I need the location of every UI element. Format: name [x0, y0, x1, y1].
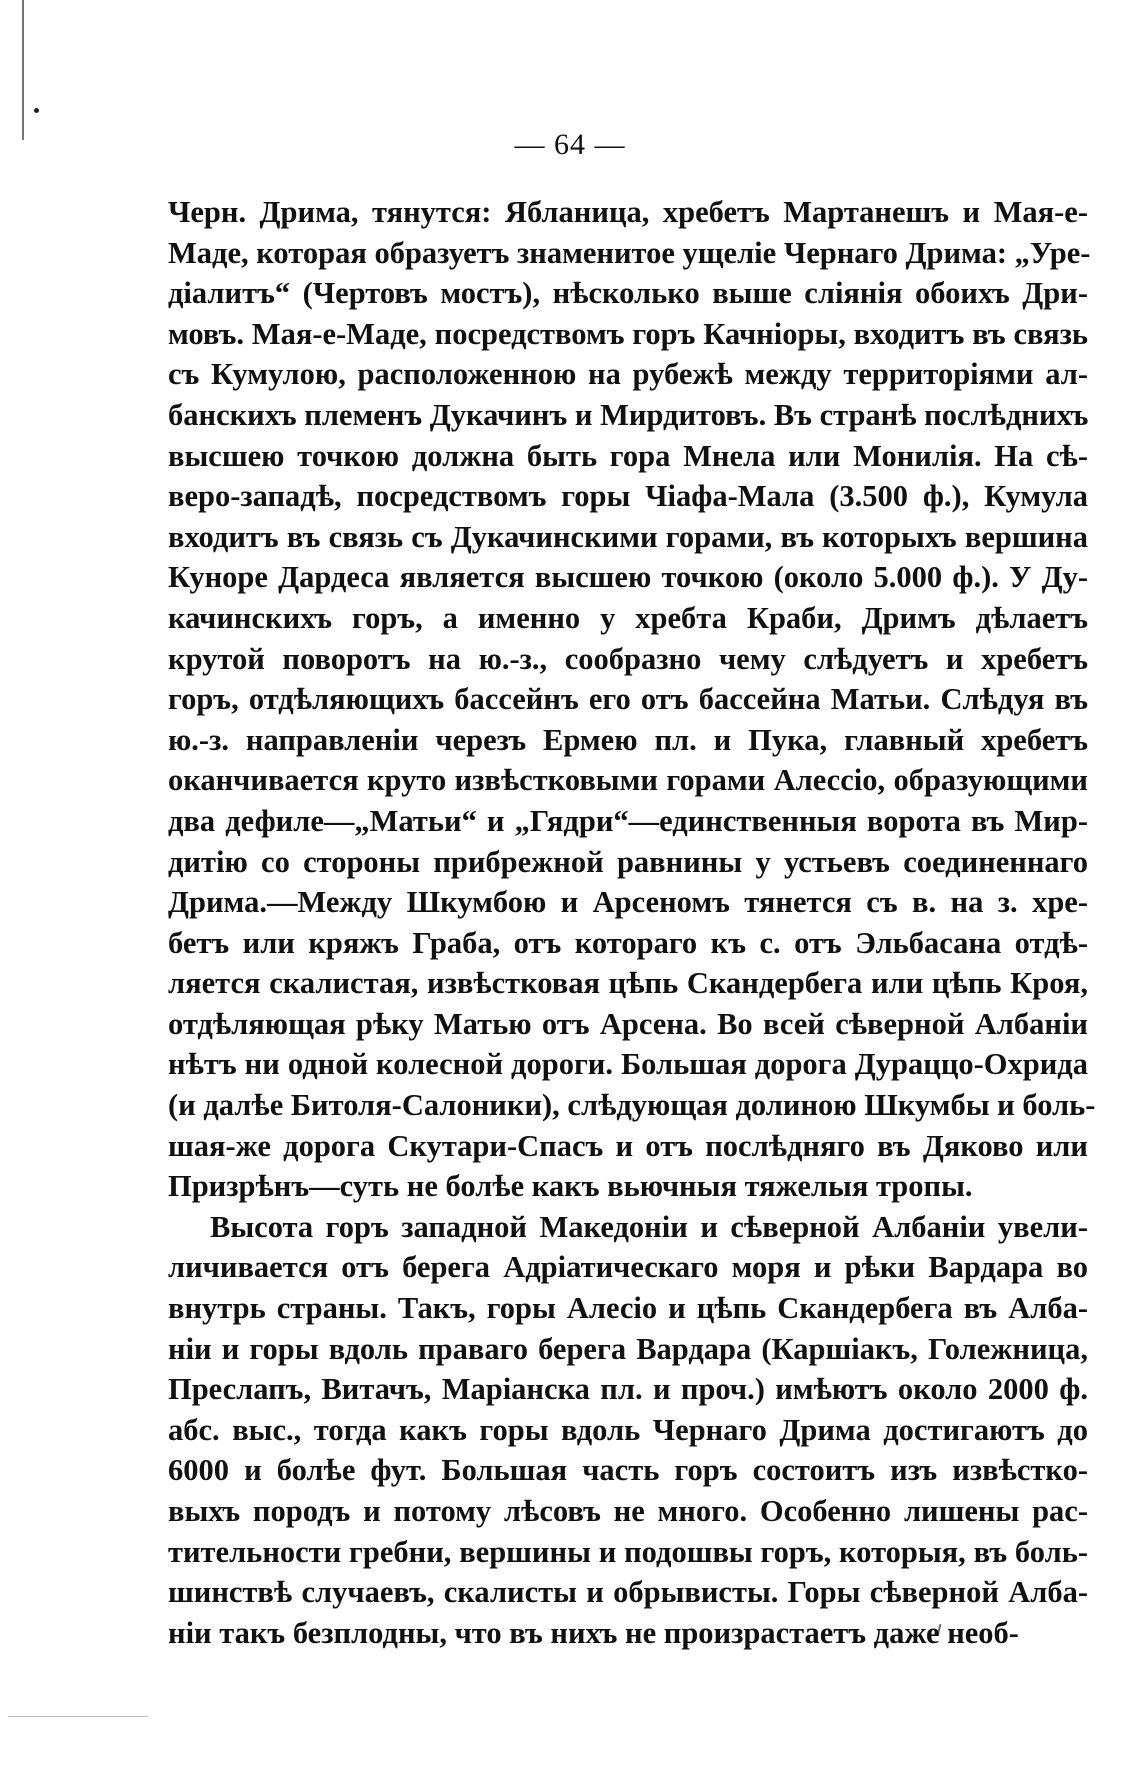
- text-line: личивается отъ берега Адріатическаго моря и рѣки Вардара во: [168, 1250, 1088, 1285]
- text-line: Высота горъ западной Македоніи и сѣверной Албаніи увели-: [210, 1209, 1088, 1244]
- text-line: веро-западѣ, посредствомъ горы Чіафа-Мала (3.500 ф.), Кумула: [168, 479, 1088, 514]
- paragraph: [168, 1207, 1088, 1654]
- text-line: выхъ породъ и потому лѣсовъ не много. Особенно лишены рас-: [168, 1494, 1088, 1528]
- text-line: отдѣляющая рѣку Матью отъ Арсена. Во всей сѣверной Албаніи: [168, 1006, 1088, 1041]
- text-line: банскихъ племенъ Дукачинъ и Мирдитовъ. Въ странѣ послѣднихъ: [168, 397, 1089, 432]
- text-line: высшею точкою должна быть гора Мнела или Монилія. На сѣ-: [168, 438, 1088, 473]
- text-line: шая-же дорога Скутари-Спасъ и отъ послѣдняго въ Дяково или: [168, 1128, 1088, 1163]
- text-line: входитъ въ связь съ Дукачинскими горами, въ которыхъ вершина: [168, 519, 1088, 554]
- text-line: (и далѣе Битоля-Салоники), слѣдующая долиною Шкумбы и боль-: [168, 1088, 1096, 1123]
- text-line: мовъ. Мая-е-Маде, посредствомъ горъ Качніоры, входитъ въ связь: [168, 316, 1088, 351]
- text-line: качинскихъ горъ, а именно у хребта Краби, Дримъ дѣлаетъ: [168, 600, 1088, 635]
- text-line: бетъ или кряжъ Граба, отъ котораго къ с. отъ Эльбасана отдѣ-: [168, 925, 1088, 960]
- text-line: ніи такъ безплодны, что въ нихъ не произрастаетъ даже необ-: [168, 1615, 1019, 1650]
- text-line: 6000 и болѣе фут. Большая часть горъ состоитъ изъ извѣстко-: [168, 1453, 1088, 1488]
- text-line: ніи и горы вдоль праваго берега Вардара (Каршіакъ, Голежница,: [168, 1331, 1088, 1366]
- text-line: Черн. Дрима, тянутся: Ябланица, хребетъ Мартанешъ и Мая-е-: [168, 195, 1088, 229]
- text-line: Преслапъ, Витачъ, Маріанска пл. и проч.) имѣютъ около 2000 ф.: [168, 1372, 1088, 1407]
- text-line: внутрь страны. Такъ, горы Алесіо и цѣпь Скандербега въ Алба-: [168, 1291, 1088, 1326]
- text-line: діалитъ“ (Чертовъ мостъ), нѣсколько выше слiянiя обоихъ Дри-: [168, 276, 1088, 311]
- text-line: дитію со стороны прибрежной равнины у устьевъ соединеннаго: [168, 844, 1088, 879]
- text-line: два дефиле—„Матьи“ и „Гядри“—единственныя ворота въ Мир-: [168, 803, 1088, 838]
- text-line: съ Кумулою, расположенною на рубежѣ между территоріями ал-: [168, 357, 1088, 392]
- text-line: нѣтъ ни одной колесной дороги. Большая дорога Дураццо-Охрида: [168, 1047, 1088, 1082]
- scan-speck: [34, 108, 39, 113]
- text-line: ю.-з. направленіи черезъ Ермею пл. и Пука, главный хребетъ: [168, 722, 1088, 757]
- text-line: Куноре Дардеса является высшею точкою (около 5.000 ф.). У Ду-: [168, 560, 1088, 595]
- text-line: горъ, отдѣляющихъ бассейнъ его отъ бассейна Матьи. Слѣдуя въ: [168, 682, 1088, 717]
- text-line: шинствѣ случаевъ, скалисты и обрывисты. Горы сѣверной Алба-: [168, 1575, 1088, 1610]
- text-line: ляется скалистая, извѣстковая цѣпь Скандербега или цѣпь Кроя,: [168, 966, 1088, 1001]
- page-number: — 64 —: [514, 128, 626, 161]
- text-line: Призрѣнъ—суть не болѣе какъ вьючныя тяжелыя тропы.: [168, 1169, 973, 1204]
- scan-bottom-line: [8, 1716, 148, 1717]
- text-line: крутой поворотъ на ю.-з., сообразно чему слѣдуетъ и хребетъ: [168, 641, 1088, 676]
- paragraph: [168, 192, 1096, 1207]
- text-line: Маде, которая образуетъ знаменитое ущеліе Чернаго Дрима: „Уре-: [168, 235, 1091, 270]
- binding-edge-line: [22, 0, 24, 140]
- text-line: оканчивается круто извѣстковыми горами Алессіо, образующими: [168, 763, 1088, 798]
- text-line: Дрима.—Между Шкумбою и Арсеномъ тянется съ в. на з. хре-: [168, 885, 1088, 920]
- text-line: абс. выс., тогда какъ горы вдоль Чернаго Дрима достигаютъ до: [168, 1412, 1088, 1447]
- body-text: [168, 192, 1096, 1653]
- text-line: тительности гребни, вершины и подошвы горъ, которыя, въ боль-: [168, 1534, 1088, 1569]
